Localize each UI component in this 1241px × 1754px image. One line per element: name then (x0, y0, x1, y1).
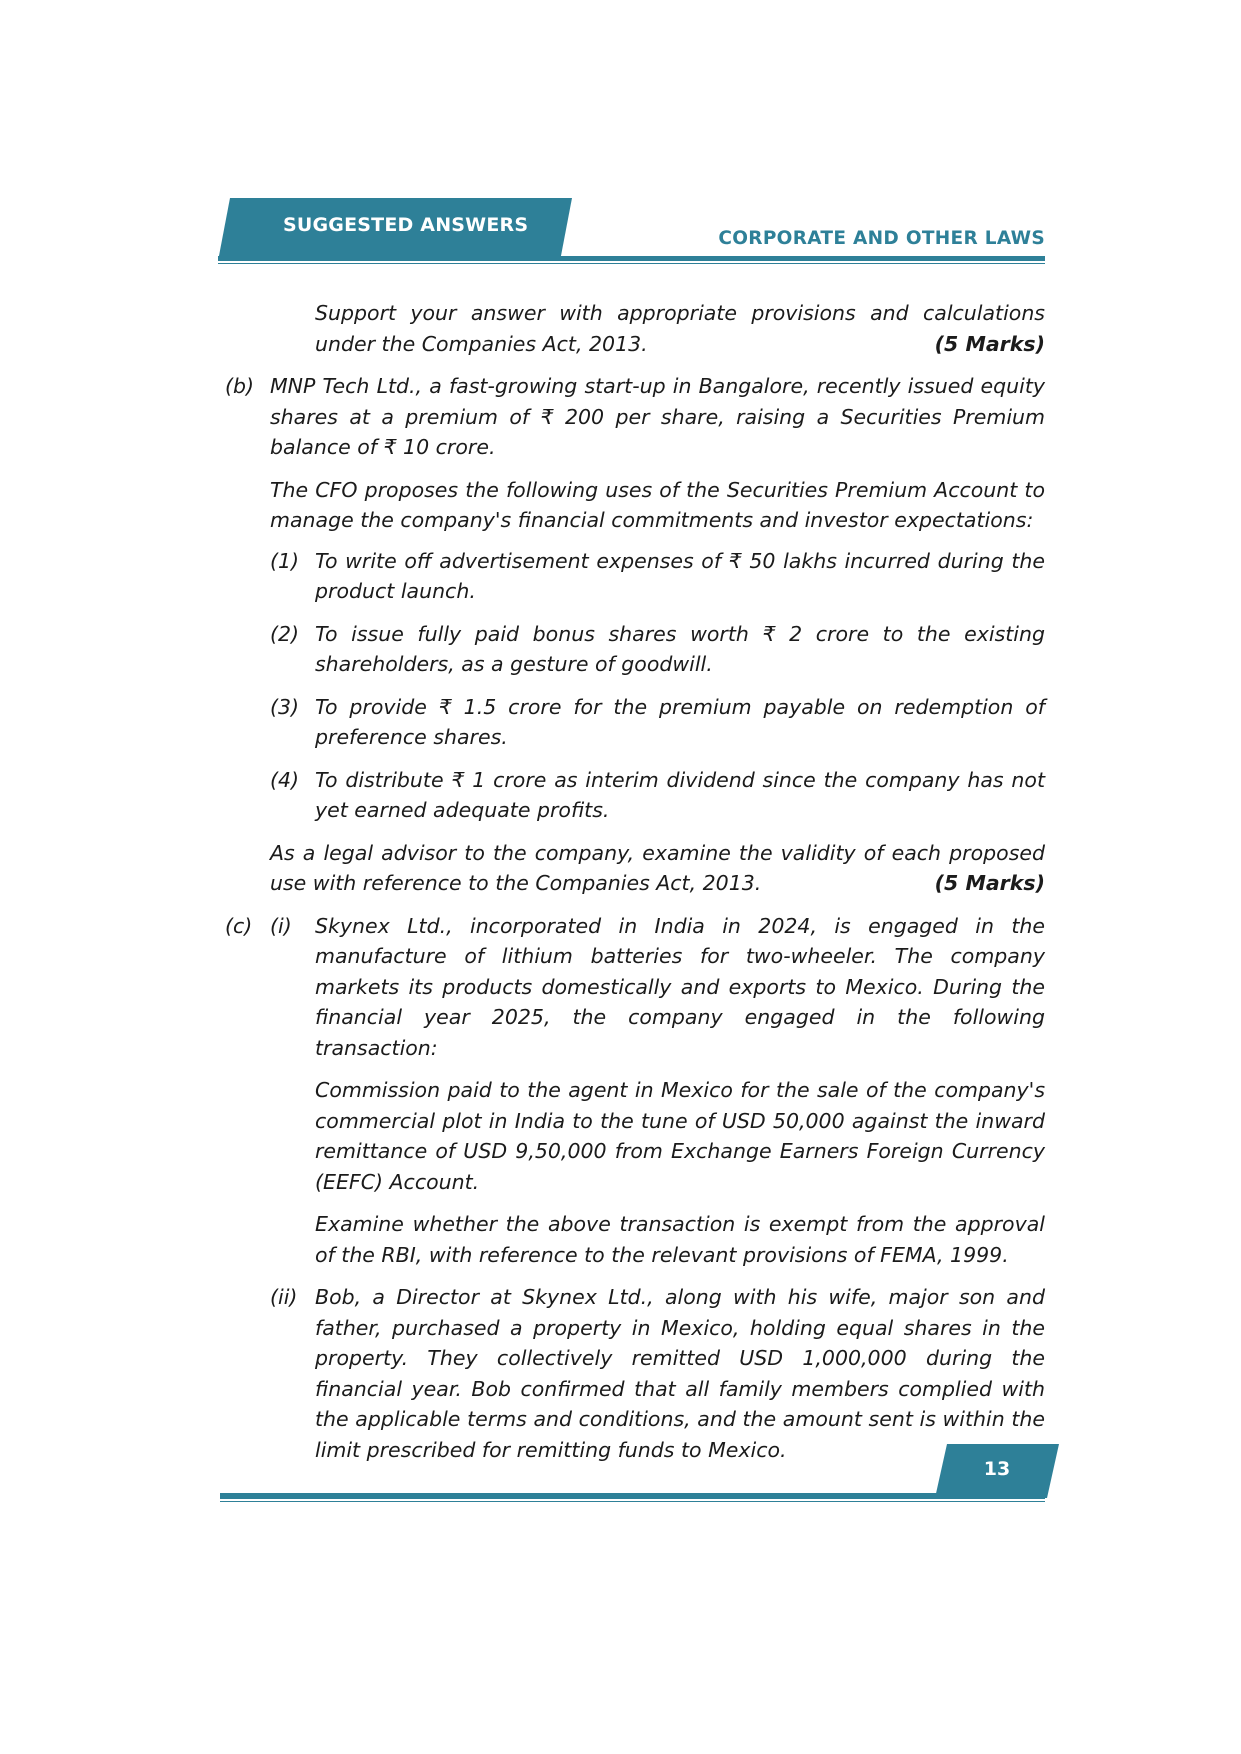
page-running-title: CORPORATE AND OTHER LAWS (718, 228, 1045, 249)
continued-question (225, 298, 1045, 359)
page-number-tab (935, 1444, 1059, 1498)
part-label: (ii) (270, 1285, 298, 1309)
item-label: (3) (270, 694, 300, 719)
question-c-part-i (270, 911, 1045, 1271)
continued-text-line-1: Support your answer with appropriate provisions and calculations (315, 301, 1045, 325)
footer-rule-thin (220, 1501, 1045, 1502)
page-number: 13 (983, 1458, 1011, 1480)
header-tab (218, 198, 572, 261)
question-c-label: (c) (225, 913, 253, 938)
part-i-para-1: Skynex Ltd., incorporated in India in 2024, is engaged in the manufacture of lithium batteries for two-wheeler. The company markets its products domestically and exports to Mexico. During the financial year 2025, the company engaged in the following transaction: (315, 913, 1045, 1060)
page-content (225, 298, 1045, 1465)
footer-rule-thick (220, 1493, 1045, 1499)
question-b-para-1: MNP Tech Ltd., a fast-growing start-up in Bangalore, recently issued equity shares at a premium of ₹ 200 per share, raising a Securities Premium balance of ₹ 10 crore. (270, 374, 1045, 459)
question-b-item-4 (270, 765, 1045, 826)
continued-text-line-2: under the Companies Act, 2013. (315, 331, 648, 356)
question-b-item-3 (270, 692, 1045, 753)
item-label: (4) (270, 767, 300, 792)
part-label: (i) (270, 913, 292, 938)
question-c-part-ii (270, 1282, 1045, 1465)
question-b-para-2: The CFO proposes the following uses of the Securities Premium Account to manage the company's financial commitments and investor expectations: (270, 477, 1045, 532)
part-i-para-3: Examine whether the above transaction is exempt from the approval of the RBI, with reference to the relevant provisions of FEMA, 1999. (315, 1212, 1045, 1267)
question-b-item-2 (270, 619, 1045, 680)
item-text: To write off advertisement expenses of ₹ 50 lakhs incurred during the product launch. (315, 548, 1045, 603)
item-label: (1) (270, 548, 300, 573)
continued-text-line-2-row (315, 329, 1045, 360)
item-text: To issue fully paid bonus shares worth ₹ 2 crore to the existing shareholders, as a gesture of goodwill. (315, 621, 1045, 676)
header-rule-thin (218, 263, 1045, 264)
part-i-para-2: Commission paid to the agent in Mexico for the sale of the company's commercial plot in India to the tune of USD 50,000 against the inward remittance of USD 9,50,000 from Exchange Earners Foreign Currency (EEFC) Account. (315, 1078, 1045, 1194)
header-tab-label: SUGGESTED ANSWERS (283, 214, 529, 236)
part-ii-para-1: Bob, a Director at Skynex Ltd., along with his wife, major son and father, purchased a property in Mexico, holding equal shares in the property. They collectively remitted USD 1,000,000 during the financial year. Bob confirmed that all family members complied with the applicable terms and conditions, and the amount sent is within the limit prescribed for remitting funds to Mexico. (315, 1285, 1045, 1462)
item-text: To distribute ₹ 1 crore as interim dividend since the company has not yet earned adequate profits. (315, 767, 1045, 822)
marks-label: (5 Marks) (934, 331, 1045, 356)
marks-label: (5 Marks) (934, 871, 1045, 895)
question-b-label: (b) (225, 374, 255, 398)
question-b-item-1 (270, 546, 1045, 607)
question-b-closing-line-2-row (270, 868, 1045, 899)
header-rule-thick (218, 256, 1045, 261)
question-c (225, 911, 1045, 1466)
question-b-closing-line-2: use with reference to the Companies Act, 2013. (270, 871, 762, 895)
item-label: (2) (270, 621, 300, 646)
question-b (225, 371, 1045, 899)
item-text: To provide ₹ 1.5 crore for the premium payable on redemption of preference shares. (315, 694, 1045, 749)
question-b-closing-line-1: As a legal advisor to the company, examine the validity of each proposed (270, 840, 1045, 865)
